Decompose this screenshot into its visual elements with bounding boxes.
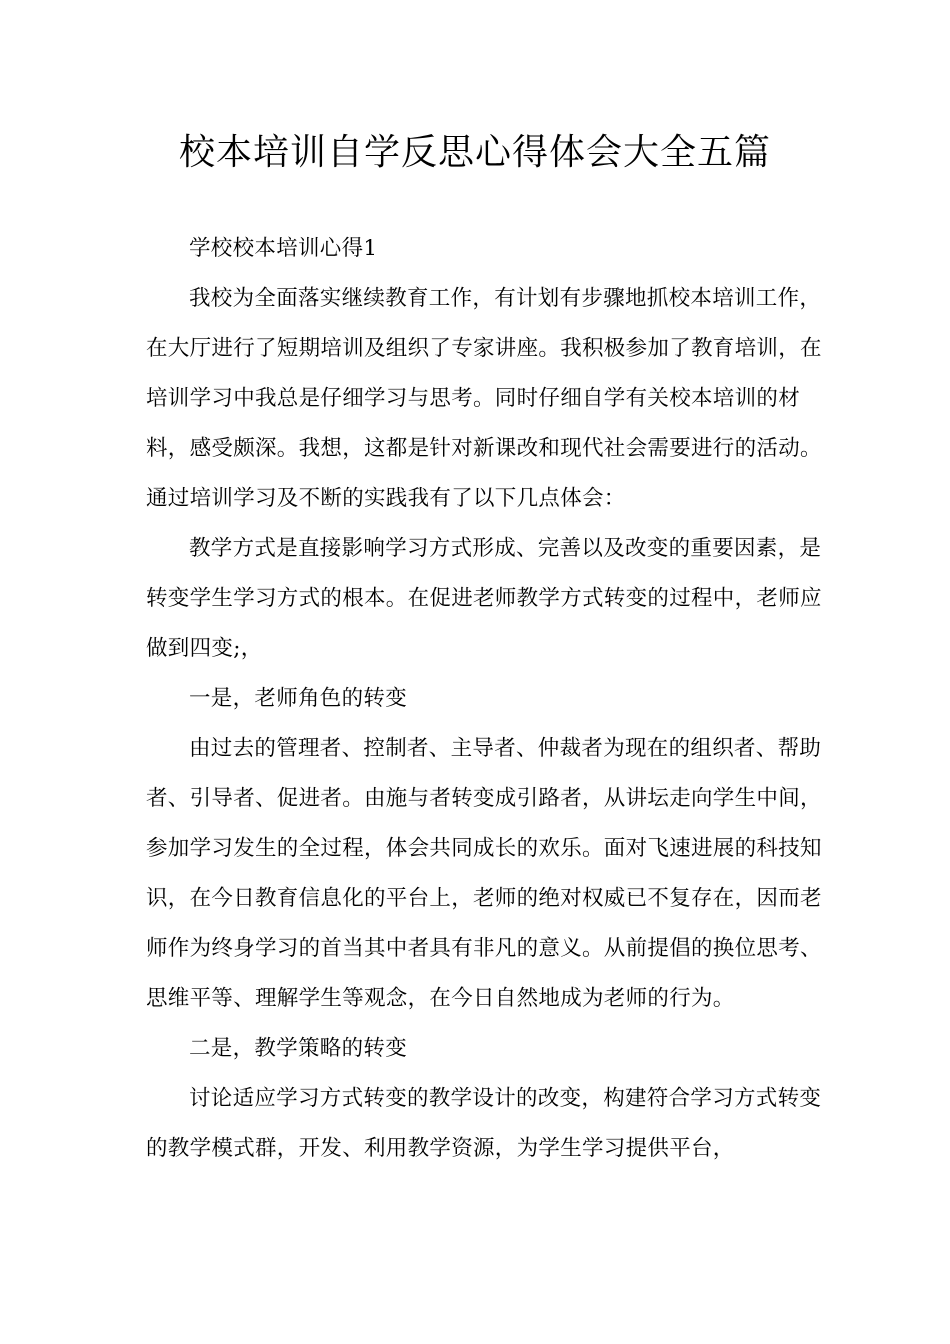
document-body bbox=[146, 224, 822, 1174]
paragraph: 教学方式是直接影响学习方式形成、完善以及改变的重要因素，是转变学生学习方式的根本。在促进老师教学方式转变的过程中，老师应做到四变;， bbox=[146, 536, 822, 661]
document-title: 校本培训自学反思心得体会大全五篇 bbox=[178, 132, 771, 173]
section-heading: 学校校本培训心得1 bbox=[189, 236, 378, 261]
subheading: 二是，教学策略的转变 bbox=[189, 1036, 408, 1061]
subheading: 一是，老师角色的转变 bbox=[189, 686, 408, 711]
paragraph: 我校为全面落实继续教育工作，有计划有步骤地抓校本培训工作，在大厅进行了短期培训及组织了专家讲座。我积极参加了教育培训，在培训学习中我总是仔细学习与思考。同时仔细自学有关校本培训的材料，感受颇深。我想，这都是针对新课改和现代社会需要进行的活动。通过培训学习及不断的实践我有了以下几点体会： bbox=[146, 286, 822, 511]
paragraph: 由过去的管理者、控制者、主导者、仲裁者为现在的组织者、帮助者、引导者、促进者。由施与者转变成引路者，从讲坛走向学生中间，参加学习发生的全过程，体会共同成长的欢乐。面对飞速进展的科技知识，在今日教育信息化的平台上，老师的绝对权威已不复存在，因而老师作为终身学习的首当其中者具有非凡的意义。从前提倡的换位思考、思维平等、理解学生等观念，在今日自然地成为老师的行为。 bbox=[146, 736, 822, 1011]
paragraph: 讨论适应学习方式转变的教学设计的改变，构建符合学习方式转变的教学模式群，开发、利用教学资源，为学生学习提供平台， bbox=[146, 1086, 822, 1161]
